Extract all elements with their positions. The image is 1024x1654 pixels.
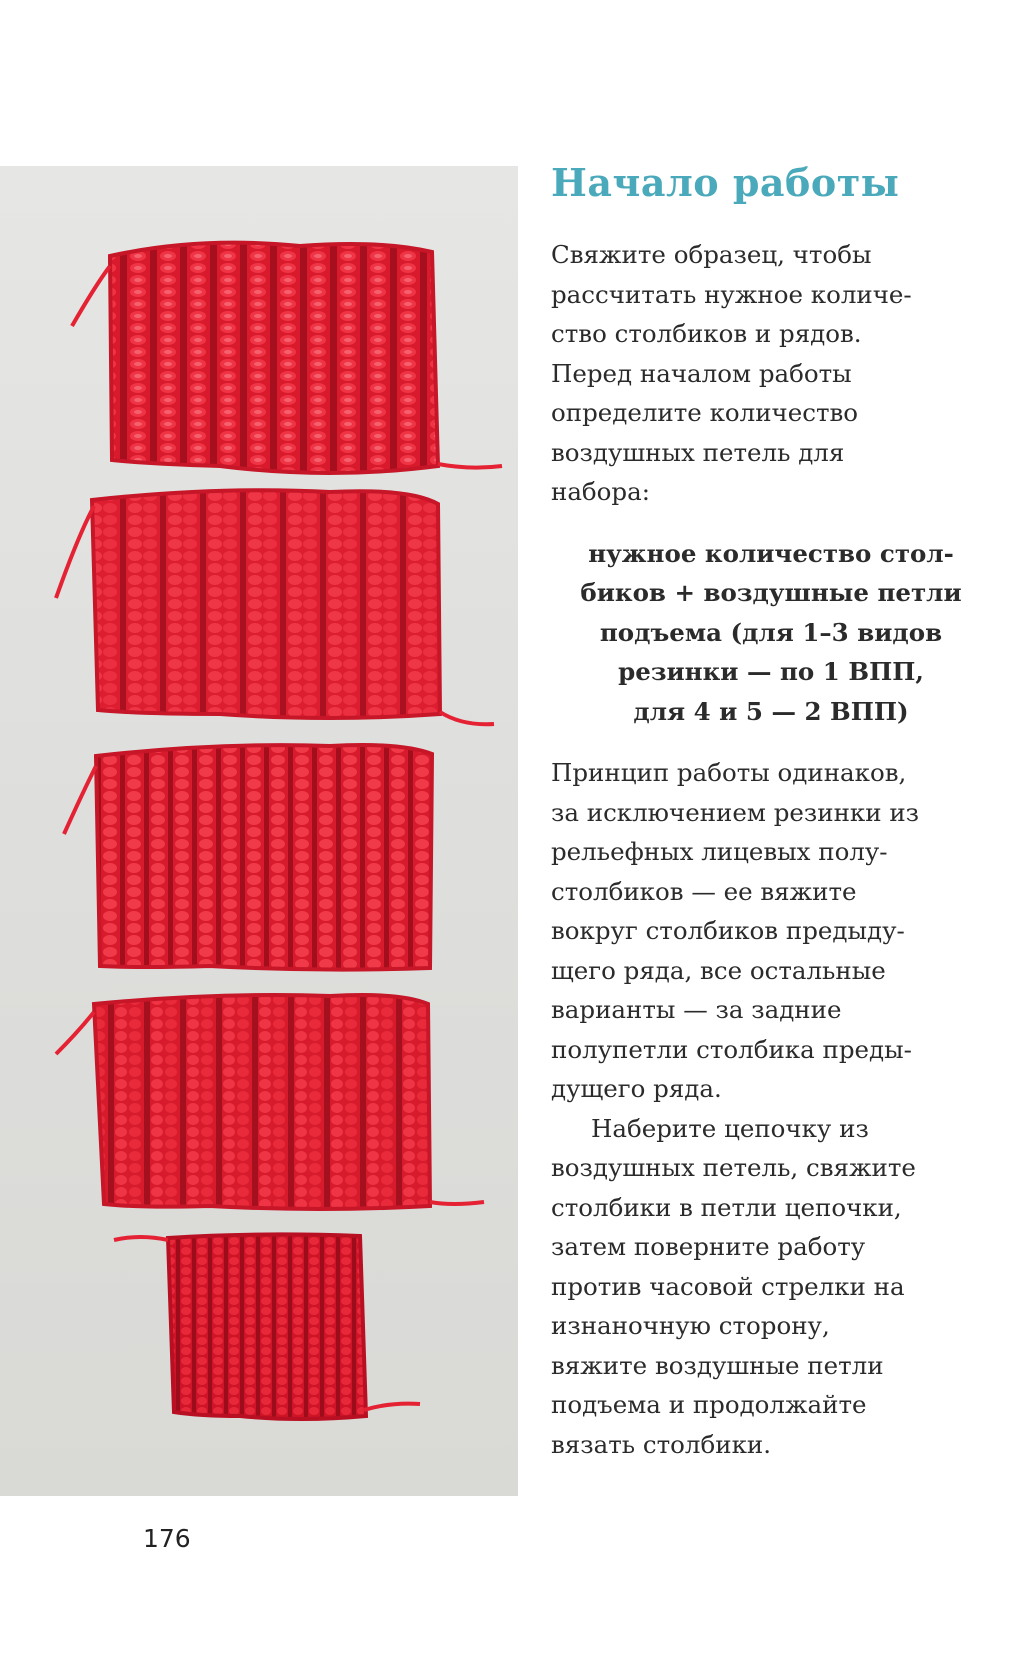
page-title: Начало работы — [551, 160, 900, 205]
text-column — [551, 160, 991, 1464]
intro-paragraph: Свяжите образец, чтобы рассчитать нужное количе- ство столбиков и рядов. Перед началом работы определите количество воздушных петель для набора: — [551, 240, 912, 506]
page-number: 176 — [143, 1524, 191, 1553]
body-paragraph-1: Принцип работы одинаков, за исключением резинки из рельефных лицевых полу- столбиков — ее вяжите вокруг столбиков предыду- щего ряда, все остальные варианты — за задние полупетли столбика преды- дущего ряда. — [551, 758, 920, 1103]
body-paragraph-2: Наберите цепочку из воздушных петель, свяжите столбики в петли цепочки, затем поверните работу против часовой стрелки на изнаночную сторону, вяжите воздушные петли подъема и продолжайте вязать столбики. — [551, 1113, 916, 1459]
formula-paragraph: нужное количество стол- биков + воздушные петли подъема (для 1–3 видов резинки — по 1 ВПП, для 4 и 5 — 2 ВПП) — [580, 538, 962, 726]
crochet-swatches-photo — [0, 166, 518, 1496]
